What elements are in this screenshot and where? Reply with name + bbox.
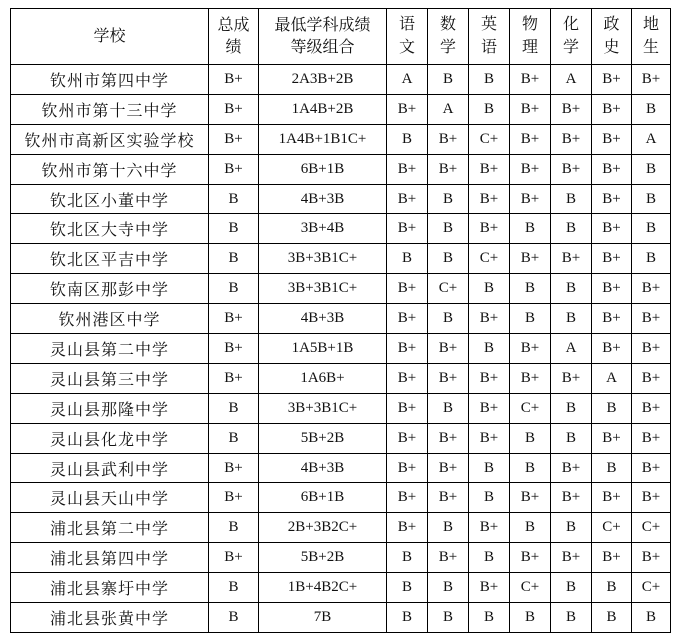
subject-grade: B+ xyxy=(632,274,671,304)
school-name: 浦北县第四中学 xyxy=(11,543,209,573)
subject-grade: C+ xyxy=(592,513,632,543)
subject-grade: B xyxy=(469,453,510,483)
subject-grade: B xyxy=(551,214,592,244)
header-subject-english-label: 英语 xyxy=(480,16,497,56)
header-total-label: 总成绩 xyxy=(217,16,250,56)
subject-grade: B+ xyxy=(551,124,592,154)
subject-grade: B xyxy=(632,244,671,274)
table-row xyxy=(11,154,671,184)
subject-grade: B xyxy=(551,423,592,453)
subject-grade: B+ xyxy=(510,184,551,214)
subject-grade: B+ xyxy=(592,184,632,214)
subject-grade: B xyxy=(510,274,551,304)
subject-grade: B+ xyxy=(592,65,632,95)
subject-grade: B xyxy=(428,513,469,543)
subject-grade: A xyxy=(551,65,592,95)
subject-grade: B xyxy=(428,214,469,244)
subject-grade: B+ xyxy=(469,304,510,334)
total-grade: B xyxy=(209,244,259,274)
total-grade: B xyxy=(209,513,259,543)
header-subject-geo-bio xyxy=(632,9,671,65)
subject-grade: B+ xyxy=(387,453,428,483)
header-combo xyxy=(259,9,387,65)
combo-grade: 3B+4B xyxy=(259,214,387,244)
table-row xyxy=(11,334,671,364)
subject-grade: B xyxy=(428,65,469,95)
subject-grade: A xyxy=(387,65,428,95)
subject-grade: B+ xyxy=(428,124,469,154)
school-name: 浦北县寨圩中学 xyxy=(11,573,209,603)
header-subject-physics-label: 物理 xyxy=(521,16,538,56)
subject-grade: B xyxy=(428,184,469,214)
subject-grade: B+ xyxy=(428,154,469,184)
school-name: 钦北区小董中学 xyxy=(11,184,209,214)
subject-grade: B+ xyxy=(387,363,428,393)
subject-grade: B xyxy=(551,603,592,633)
combo-grade: 6B+1B xyxy=(259,154,387,184)
total-grade: B+ xyxy=(209,543,259,573)
subject-grade: B+ xyxy=(469,154,510,184)
table-row xyxy=(11,184,671,214)
table-row xyxy=(11,543,671,573)
subject-grade: B xyxy=(510,304,551,334)
subject-grade: B+ xyxy=(551,154,592,184)
header-combo-label: 最低学科成绩等级组合 xyxy=(274,16,371,56)
header-subject-chinese-label: 语文 xyxy=(398,16,415,56)
header-subject-chemistry-label: 化学 xyxy=(562,16,579,56)
total-grade: B+ xyxy=(209,124,259,154)
subject-grade: B xyxy=(551,274,592,304)
table-row xyxy=(11,363,671,393)
school-name: 灵山县武利中学 xyxy=(11,453,209,483)
subject-grade: B+ xyxy=(428,453,469,483)
subject-grade: C+ xyxy=(510,573,551,603)
subject-grade: B+ xyxy=(469,513,510,543)
subject-grade: A xyxy=(592,363,632,393)
subject-grade: B+ xyxy=(510,244,551,274)
subject-grade: B+ xyxy=(632,483,671,513)
subject-grade: B+ xyxy=(510,154,551,184)
school-name: 钦北区平吉中学 xyxy=(11,244,209,274)
subject-grade: B xyxy=(592,453,632,483)
school-name: 钦州市第十六中学 xyxy=(11,154,209,184)
subject-grade: B+ xyxy=(632,543,671,573)
subject-grade: B xyxy=(387,603,428,633)
subject-grade: B+ xyxy=(510,65,551,95)
school-name: 灵山县化龙中学 xyxy=(11,423,209,453)
subject-grade: B+ xyxy=(387,393,428,423)
subject-grade: B xyxy=(387,543,428,573)
subject-grade: B+ xyxy=(387,334,428,364)
table-row xyxy=(11,94,671,124)
total-grade: B xyxy=(209,393,259,423)
subject-grade: B xyxy=(428,244,469,274)
subject-grade: C+ xyxy=(469,244,510,274)
subject-grade: B+ xyxy=(632,423,671,453)
subject-grade: B+ xyxy=(592,543,632,573)
subject-grade: B xyxy=(387,124,428,154)
combo-grade: 4B+3B xyxy=(259,453,387,483)
subject-grade: B xyxy=(551,393,592,423)
header-subject-english xyxy=(469,9,510,65)
subject-grade: C+ xyxy=(510,393,551,423)
total-grade: B+ xyxy=(209,334,259,364)
total-grade: B xyxy=(209,184,259,214)
subject-grade: B xyxy=(510,513,551,543)
subject-grade: B+ xyxy=(387,423,428,453)
subject-grade: B+ xyxy=(632,65,671,95)
combo-grade: 2B+3B2C+ xyxy=(259,513,387,543)
subject-grade: B+ xyxy=(428,543,469,573)
subject-grade: B xyxy=(428,393,469,423)
subject-grade: B+ xyxy=(469,214,510,244)
subject-grade: B+ xyxy=(592,154,632,184)
subject-grade: B+ xyxy=(551,94,592,124)
combo-grade: 1A4B+1B1C+ xyxy=(259,124,387,154)
subject-grade: B+ xyxy=(469,573,510,603)
school-name: 钦州市高新区实验学校 xyxy=(11,124,209,154)
subject-grade: B+ xyxy=(592,214,632,244)
total-grade: B xyxy=(209,573,259,603)
subject-grade: A xyxy=(632,124,671,154)
subject-grade: B+ xyxy=(592,304,632,334)
subject-grade: B+ xyxy=(469,423,510,453)
school-name: 浦北县张黄中学 xyxy=(11,603,209,633)
combo-grade: 6B+1B xyxy=(259,483,387,513)
subject-grade: B+ xyxy=(632,453,671,483)
combo-grade: 3B+3B1C+ xyxy=(259,274,387,304)
combo-grade: 1A6B+ xyxy=(259,363,387,393)
subject-grade: B+ xyxy=(551,244,592,274)
subject-grade: C+ xyxy=(632,573,671,603)
school-name: 钦州市第十三中学 xyxy=(11,94,209,124)
table-row xyxy=(11,65,671,95)
subject-grade: B xyxy=(551,573,592,603)
subject-grade: B xyxy=(510,603,551,633)
header-subject-math xyxy=(428,9,469,65)
table-row xyxy=(11,274,671,304)
subject-grade: B xyxy=(469,334,510,364)
school-name: 钦北区大寺中学 xyxy=(11,214,209,244)
subject-grade: B+ xyxy=(551,453,592,483)
subject-grade: B xyxy=(469,483,510,513)
header-total xyxy=(209,9,259,65)
school-name: 灵山县那隆中学 xyxy=(11,393,209,423)
subject-grade: B+ xyxy=(551,363,592,393)
subject-grade: B+ xyxy=(592,483,632,513)
total-grade: B xyxy=(209,274,259,304)
subject-grade: B xyxy=(510,453,551,483)
school-name: 钦州市第四中学 xyxy=(11,65,209,95)
subject-grade: B+ xyxy=(592,274,632,304)
school-name: 浦北县第二中学 xyxy=(11,513,209,543)
total-grade: B xyxy=(209,603,259,633)
combo-grade: 1B+4B2C+ xyxy=(259,573,387,603)
subject-grade: B xyxy=(632,94,671,124)
table-row xyxy=(11,124,671,154)
subject-grade: B+ xyxy=(510,363,551,393)
subject-grade: B+ xyxy=(551,483,592,513)
subject-grade: B+ xyxy=(510,334,551,364)
total-grade: B+ xyxy=(209,94,259,124)
header-subject-math-label: 数学 xyxy=(439,16,456,56)
subject-grade: B xyxy=(551,513,592,543)
total-grade: B+ xyxy=(209,453,259,483)
subject-grade: B+ xyxy=(592,423,632,453)
subject-grade: B+ xyxy=(632,304,671,334)
subject-grade: B xyxy=(387,244,428,274)
subject-grade: B+ xyxy=(632,363,671,393)
subject-grade: B+ xyxy=(592,244,632,274)
table-row xyxy=(11,304,671,334)
subject-grade: B+ xyxy=(469,393,510,423)
total-grade: B+ xyxy=(209,65,259,95)
combo-grade: 5B+2B xyxy=(259,543,387,573)
school-name: 灵山县第三中学 xyxy=(11,363,209,393)
table-row xyxy=(11,423,671,453)
combo-grade: 1A5B+1B xyxy=(259,334,387,364)
subject-grade: B xyxy=(428,603,469,633)
subject-grade: B xyxy=(592,573,632,603)
subject-grade: B+ xyxy=(387,483,428,513)
subject-grade: A xyxy=(551,334,592,364)
combo-grade: 1A4B+2B xyxy=(259,94,387,124)
subject-grade: B+ xyxy=(387,274,428,304)
header-subject-chemistry xyxy=(551,9,592,65)
subject-grade: B+ xyxy=(510,483,551,513)
subject-grade: B+ xyxy=(510,543,551,573)
subject-grade: B+ xyxy=(551,543,592,573)
subject-grade: C+ xyxy=(469,124,510,154)
subject-grade: B xyxy=(510,423,551,453)
total-grade: B xyxy=(209,214,259,244)
school-name: 钦州港区中学 xyxy=(11,304,209,334)
subject-grade: B xyxy=(469,94,510,124)
header-subject-chinese xyxy=(387,9,428,65)
total-grade: B+ xyxy=(209,363,259,393)
subject-grade: B xyxy=(428,304,469,334)
subject-grade: A xyxy=(428,94,469,124)
subject-grade: B xyxy=(469,274,510,304)
subject-grade: B+ xyxy=(387,184,428,214)
table-row xyxy=(11,603,671,633)
school-name: 钦南区那彭中学 xyxy=(11,274,209,304)
subject-grade: B+ xyxy=(592,124,632,154)
subject-grade: B xyxy=(469,543,510,573)
subject-grade: B+ xyxy=(428,363,469,393)
combo-grade: 3B+3B1C+ xyxy=(259,244,387,274)
subject-grade: B xyxy=(469,603,510,633)
table-row xyxy=(11,573,671,603)
combo-grade: 4B+3B xyxy=(259,304,387,334)
subject-grade: B xyxy=(551,304,592,334)
combo-grade: 4B+3B xyxy=(259,184,387,214)
table-row xyxy=(11,244,671,274)
table-row xyxy=(11,453,671,483)
subject-grade: B+ xyxy=(387,154,428,184)
subject-grade: B+ xyxy=(632,393,671,423)
combo-grade: 2A3B+2B xyxy=(259,65,387,95)
subject-grade: B+ xyxy=(592,94,632,124)
score-table xyxy=(10,8,671,633)
combo-grade: 7B xyxy=(259,603,387,633)
subject-grade: B+ xyxy=(387,94,428,124)
table-row xyxy=(11,214,671,244)
subject-grade: B xyxy=(592,393,632,423)
total-grade: B+ xyxy=(209,483,259,513)
subject-grade: B xyxy=(428,573,469,603)
subject-grade: C+ xyxy=(428,274,469,304)
table-row xyxy=(11,513,671,543)
table-row xyxy=(11,393,671,423)
subject-grade: B xyxy=(592,603,632,633)
subject-grade: B+ xyxy=(387,513,428,543)
total-grade: B+ xyxy=(209,154,259,184)
subject-grade: B+ xyxy=(428,483,469,513)
header-subject-physics xyxy=(510,9,551,65)
subject-grade: B+ xyxy=(428,334,469,364)
subject-grade: B xyxy=(632,154,671,184)
header-subject-geo-bio-label: 地生 xyxy=(642,16,659,56)
table-row xyxy=(11,483,671,513)
header-subject-politics-history-label: 政史 xyxy=(603,16,620,56)
subject-grade: C+ xyxy=(632,513,671,543)
combo-grade: 3B+3B1C+ xyxy=(259,393,387,423)
header-row xyxy=(11,9,671,65)
subject-grade: B+ xyxy=(469,184,510,214)
school-name: 灵山县天山中学 xyxy=(11,483,209,513)
subject-grade: B+ xyxy=(592,334,632,364)
header-subject-politics-history xyxy=(592,9,632,65)
subject-grade: B xyxy=(632,603,671,633)
subject-grade: B+ xyxy=(632,334,671,364)
subject-grade: B+ xyxy=(428,423,469,453)
subject-grade: B+ xyxy=(387,214,428,244)
subject-grade: B+ xyxy=(510,124,551,154)
combo-grade: 5B+2B xyxy=(259,423,387,453)
subject-grade: B xyxy=(632,214,671,244)
subject-grade: B xyxy=(469,65,510,95)
subject-grade: B+ xyxy=(387,304,428,334)
total-grade: B xyxy=(209,423,259,453)
subject-grade: B+ xyxy=(469,363,510,393)
subject-grade: B xyxy=(510,214,551,244)
total-grade: B+ xyxy=(209,304,259,334)
header-school: 学校 xyxy=(11,9,209,65)
subject-grade: B xyxy=(387,573,428,603)
subject-grade: B xyxy=(632,184,671,214)
subject-grade: B+ xyxy=(510,94,551,124)
subject-grade: B xyxy=(551,184,592,214)
school-name: 灵山县第二中学 xyxy=(11,334,209,364)
table-body xyxy=(11,65,671,633)
